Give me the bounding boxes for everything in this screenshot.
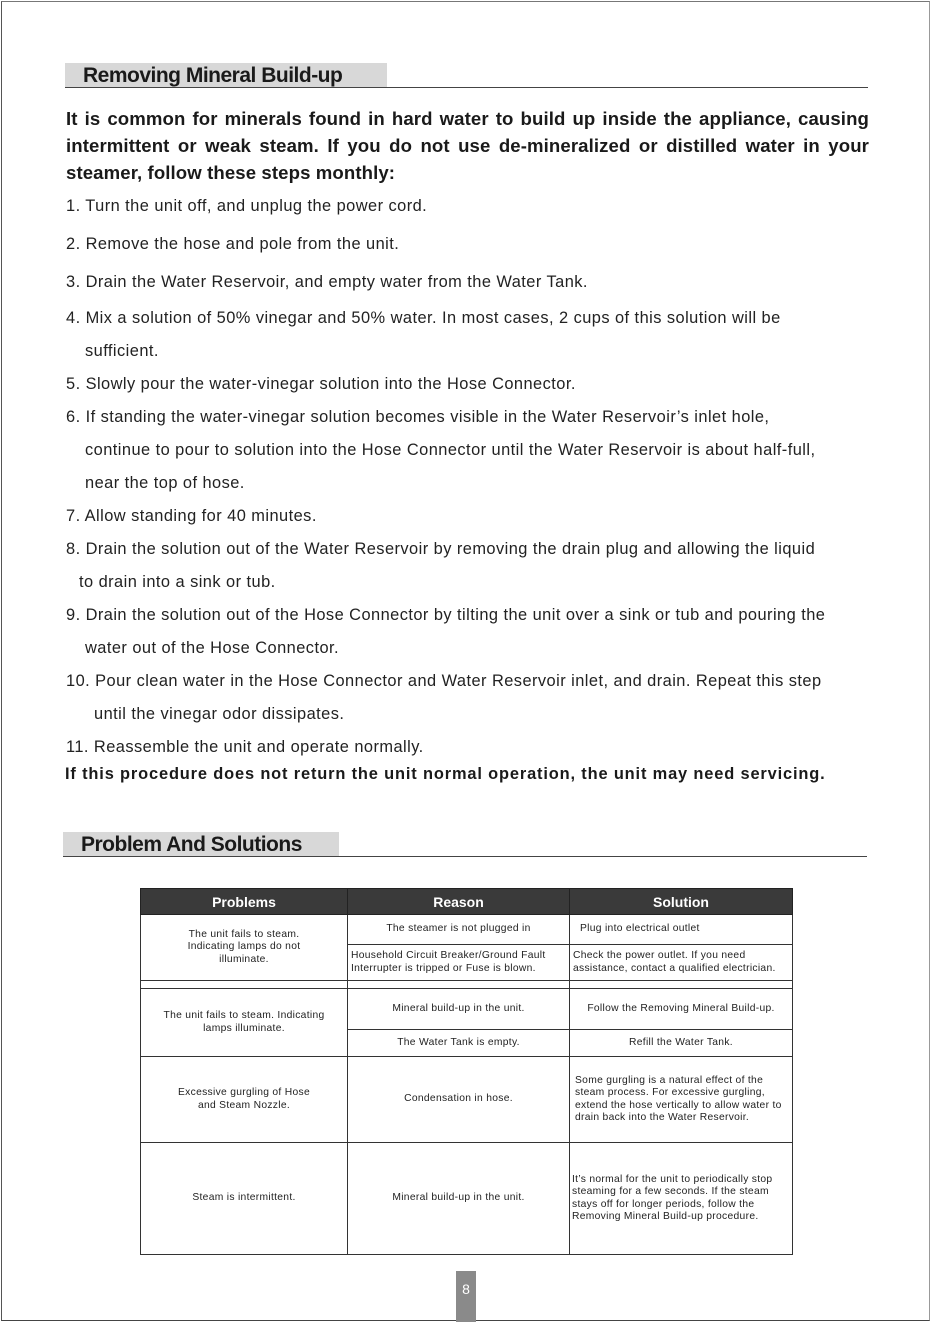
problem-cell: Steam is intermittent. — [141, 1143, 348, 1255]
reason-cell: The Water Tank is empty. — [348, 1030, 570, 1057]
header-solution: Solution — [570, 889, 793, 915]
table-row — [141, 1057, 793, 1143]
intro-paragraph: It is common for minerals found in hard water to build up inside the appliance, causing intermittent or weak steam. If you do not use de-mineralized or distilled water in your steamer, follow these steps monthly: — [66, 108, 869, 183]
step-4: 4. Mix a solution of 50% vinegar and 50% water. In most cases, 2 cups of this solution will be — [66, 309, 781, 327]
problem-cell: Excessive gurgling of Hose and Steam Nozzle. — [141, 1057, 348, 1143]
section-header-problems — [63, 832, 867, 857]
solution-cell: Check the power outlet. If you need assistance, contact a qualified electrician. — [570, 945, 793, 981]
header-reason: Reason — [348, 889, 570, 915]
step-10-cont: until the vinegar odor dissipates. — [94, 705, 345, 723]
step-10: 10. Pour clean water in the Hose Connector and Water Reservoir inlet, and drain. Repeat this step — [66, 672, 822, 690]
table-row-gap — [141, 981, 793, 989]
table-row — [141, 1143, 793, 1255]
step-3: 3. Drain the Water Reservoir, and empty water from the Water Tank. — [66, 273, 588, 291]
gap-cell — [570, 981, 793, 989]
step-9: 9. Drain the solution out of the Hose Connector by tilting the unit over a sink or tub and pouring the — [66, 606, 826, 624]
step-9-cont: water out of the Hose Connector. — [85, 639, 340, 657]
problem-cell: The unit fails to steam. Indicating lamps do not illuminate. — [141, 915, 348, 981]
reason-cell: Condensation in hose. — [348, 1057, 570, 1143]
step-5: 5. Slowly pour the water-vinegar solution into the Hose Connector. — [66, 375, 576, 393]
gap-cell — [141, 981, 348, 989]
reason-cell: Household Circuit Breaker/Ground Fault Interrupter is tripped or Fuse is blown. — [348, 945, 570, 981]
reason-cell: The steamer is not plugged in — [348, 915, 570, 945]
step-1: 1. Turn the unit off, and unplug the power cord. — [66, 197, 428, 215]
header-problems: Problems — [141, 889, 348, 915]
step-7: 7. Allow standing for 40 minutes. — [66, 507, 317, 525]
solution-cell: Follow the Removing Mineral Build-up. — [570, 989, 793, 1030]
step-4-cont: sufficient. — [85, 342, 159, 360]
table-row — [141, 989, 793, 1030]
table-header-row — [141, 889, 793, 915]
solution-cell: Some gurgling is a natural effect of the steam process. For excessive gurgling, extend the hose vertically to allow water to drain back into the Water Reservoir. — [570, 1057, 793, 1143]
step-8: 8. Drain the solution out of the Water Reservoir by removing the drain plug and allowing the liquid — [66, 540, 816, 558]
problem-cell: The unit fails to steam. Indicating lamps illuminate. — [141, 989, 348, 1057]
problem-solution-table — [140, 888, 793, 1255]
reason-cell: Mineral build-up in the unit. — [348, 1143, 570, 1255]
step-6-cont-1: continue to pour to solution into the Hose Connector until the Water Reservoir is about half-full, — [85, 441, 816, 459]
reason-cell: Mineral build-up in the unit. — [348, 989, 570, 1030]
solution-cell: Refill the Water Tank. — [570, 1030, 793, 1057]
table-row — [141, 915, 793, 945]
section-title-problems: Problem And Solutions — [63, 832, 339, 856]
step-6: 6. If standing the water-vinegar solution becomes visible in the Water Reservoir’s inlet hole, — [66, 408, 770, 426]
gap-cell — [348, 981, 570, 989]
step-11: 11. Reassemble the unit and operate normally. — [66, 738, 424, 756]
step-8-cont: to drain into a sink or tub. — [79, 573, 276, 591]
section-title-mineral: Removing Mineral Build-up — [65, 63, 387, 87]
page-number: 8 — [456, 1271, 476, 1322]
step-2: 2. Remove the hose and pole from the unit. — [66, 235, 400, 253]
service-warning: If this procedure does not return the unit normal operation, the unit may need servicing. — [65, 765, 826, 783]
solution-cell: It’s normal for the unit to periodically stop steaming for a few seconds. If the steam stays off for longer periods, follow the Removing Mineral Build-up procedure. — [570, 1143, 793, 1255]
section-header-mineral — [65, 63, 868, 88]
solution-cell: Plug into electrical outlet — [570, 915, 793, 945]
step-6-cont-2: near the top of hose. — [85, 474, 245, 492]
